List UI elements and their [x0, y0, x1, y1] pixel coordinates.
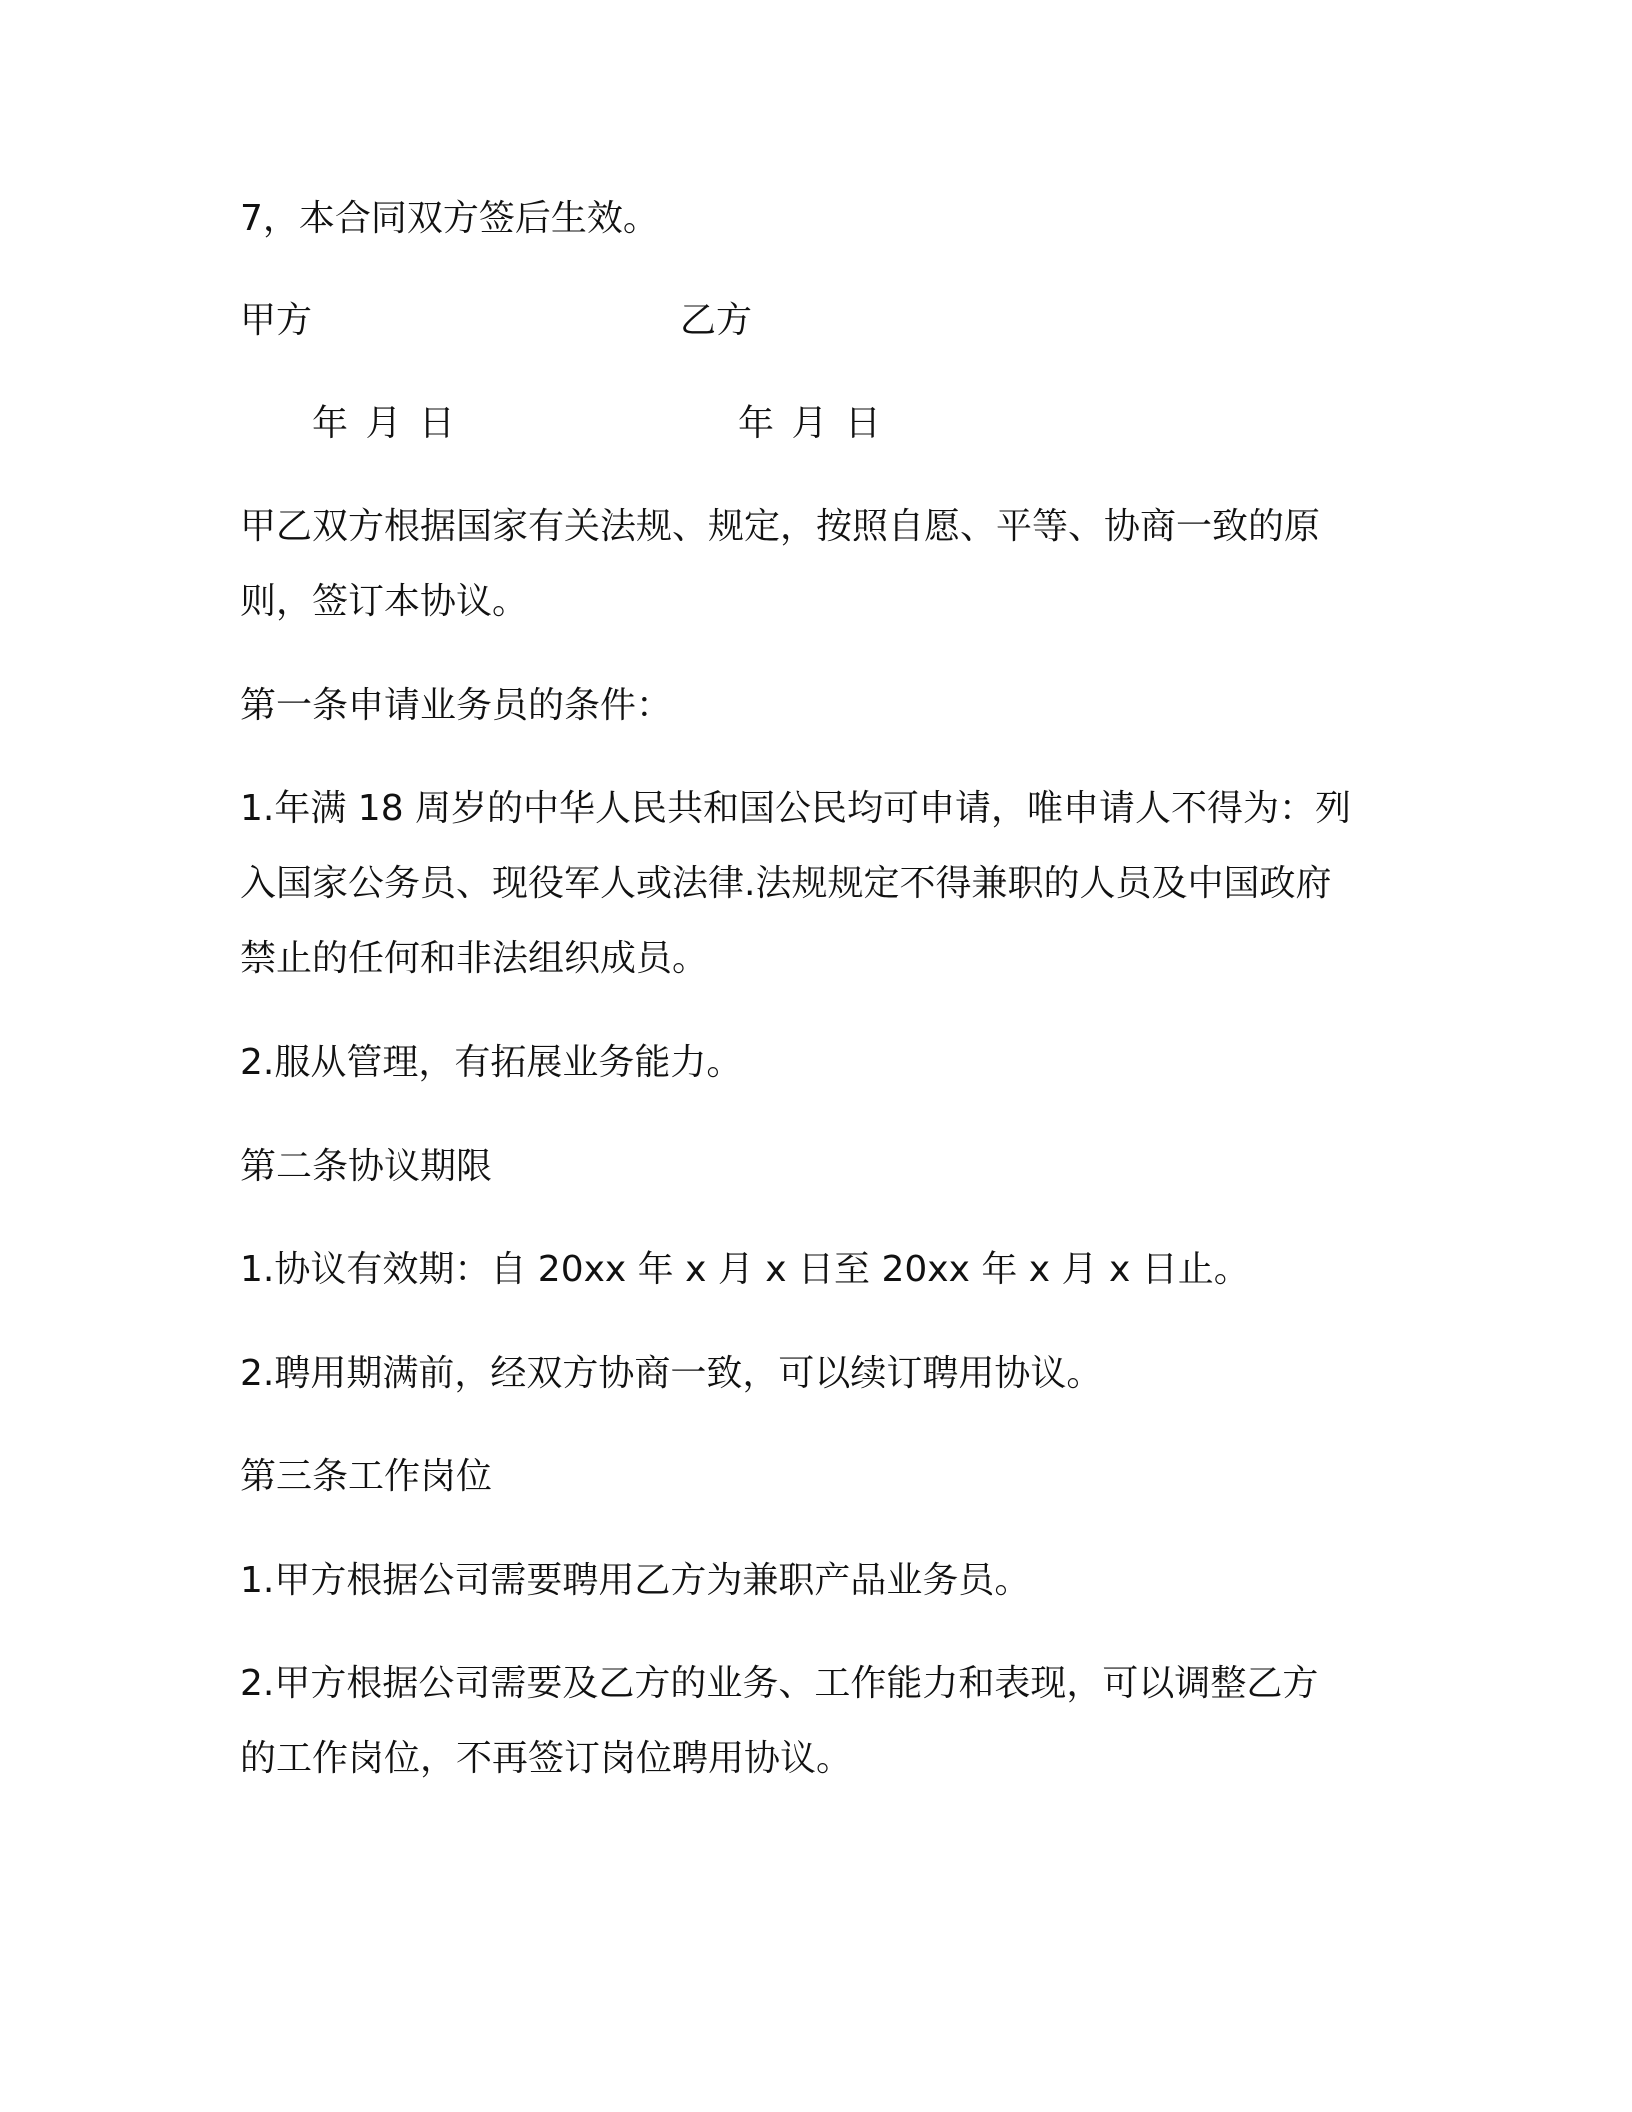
article1-item1-line-1: 1.年满 18 周岁的中华人民共和国公民均可申请，唯申请人不得为：列: [240, 788, 1352, 829]
party-b-label: 乙方: [680, 300, 753, 341]
article3-item1: 1.甲方根据公司需要聘用乙方为兼职产品业务员。: [240, 1560, 1031, 1601]
party-b-date: 年 月 日: [738, 403, 881, 444]
party-a-label: 甲方: [240, 300, 313, 341]
article1-heading: 第一条申请业务员的条件：: [240, 685, 673, 726]
article1-item1-line-3: 禁止的任何和非法组织成员。: [240, 938, 709, 979]
preamble-line-2: 则，签订本协议。: [240, 581, 529, 622]
party-a-date: 年 月 日: [312, 403, 455, 444]
article1-item1-line-2: 入国家公务员、现役军人或法律.法规规定不得兼职的人员及中国政府: [240, 863, 1332, 904]
article2-item2: 2.聘用期满前，经双方协商一致，可以续订聘用协议。: [240, 1353, 1103, 1394]
article3-item2-line-2: 的工作岗位，不再签订岗位聘用协议。: [240, 1738, 853, 1779]
article2-heading: 第二条协议期限: [240, 1146, 493, 1187]
article1-item2: 2.服从管理，有拓展业务能力。: [240, 1042, 743, 1083]
article3-heading: 第三条工作岗位: [240, 1456, 493, 1497]
article2-item1: 1.协议有效期：自 20xx 年 x 月 x 日至 20xx 年 x 月 x 日止。: [240, 1249, 1250, 1290]
article3-item2-line-1: 2.甲方根据公司需要及乙方的业务、工作能力和表现，可以调整乙方: [240, 1663, 1319, 1704]
effective-clause: 7，本合同双方签后生效。: [240, 198, 659, 239]
preamble-line-1: 甲乙双方根据国家有关法规、规定，按照自愿、平等、协商一致的原: [240, 506, 1321, 547]
